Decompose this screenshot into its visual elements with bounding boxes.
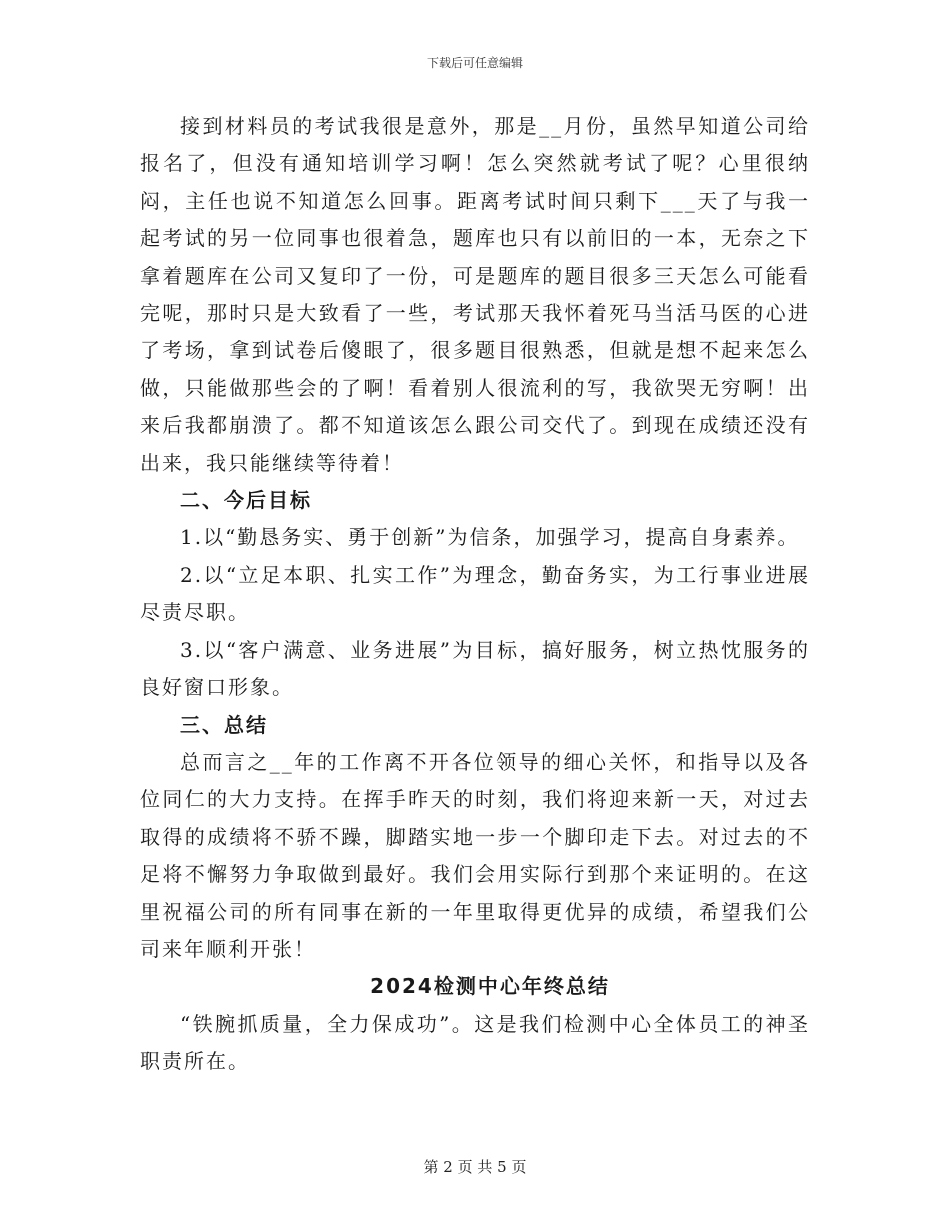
page-number-footer: 第 2 页 共 5 页 [423,1158,527,1176]
paragraph-summary: 总而言之__年的工作离不开各位领导的细心关怀，和指导以及各位同仁的大力支持。在挥手昨天的时刻，我们将迎来新一天，对过去取得的成绩将不骄不躁，脚踏实地一步一个脚印走下去。对过去的不足将不懈努力争取做到最好。我们会用实际行到那个来证明的。在这里祝福公司的所有同事在新的一年里取得更优异的成绩，希望我们公司来年顺利开张！ [140,749,810,961]
goal-item-2: 2.以“立足本职、扎实工作”为理念，勤奋务实，为工行事业进展尽责尽职。 [140,562,810,625]
goal-item-3: 3.以“客户满意、业务进展”为目标，搞好服务，树立热忱服务的良好窗口形象。 [140,637,810,700]
paragraph-closing: “铁腕抓质量，全力保成功”。这是我们检测中心全体员工的神圣职责所在。 [140,1011,810,1074]
goal-item-1: 1.以“勤恳务实、勇于创新”为信条，加强学习，提高自身素养。 [180,525,800,550]
document-body [140,108,810,1081]
page-header-note: 下载后可任意编辑 [426,56,523,70]
section-heading-summary: 三、总结 [180,712,268,737]
section-heading-future-goals: 二、今后目标 [180,488,312,513]
paragraph-exam-experience: 接到材料员的考试我很是意外，那是__月份，虽然早知道公司给报名了，但没有通知培训学习啊！怎么突然就考试了呢？心里很纳闷，主任也说不知道怎么回事。距离考试时间只剩下___天了与我一起考试的另一位同事也很着急，题库也只有以前旧的一本，无奈之下拿着题库在公司又复印了一份，可是题库的题目很多三天怎么可能看完呢，那时只是大致看了一些，考试那天我怀着死马当活马医的心进了考场，拿到试卷后傻眼了，很多题目很熟悉，但就是想不起来怎么做，只能做那些会的了啊！看着别人很流利的写，我欲哭无穷啊！出来后我都崩溃了。都不知道该怎么跟公司交代了。到现在成绩还没有出来，我只能继续等待着！ [140,114,810,475]
document-title: 2024检测中心年终总结 [370,974,610,999]
